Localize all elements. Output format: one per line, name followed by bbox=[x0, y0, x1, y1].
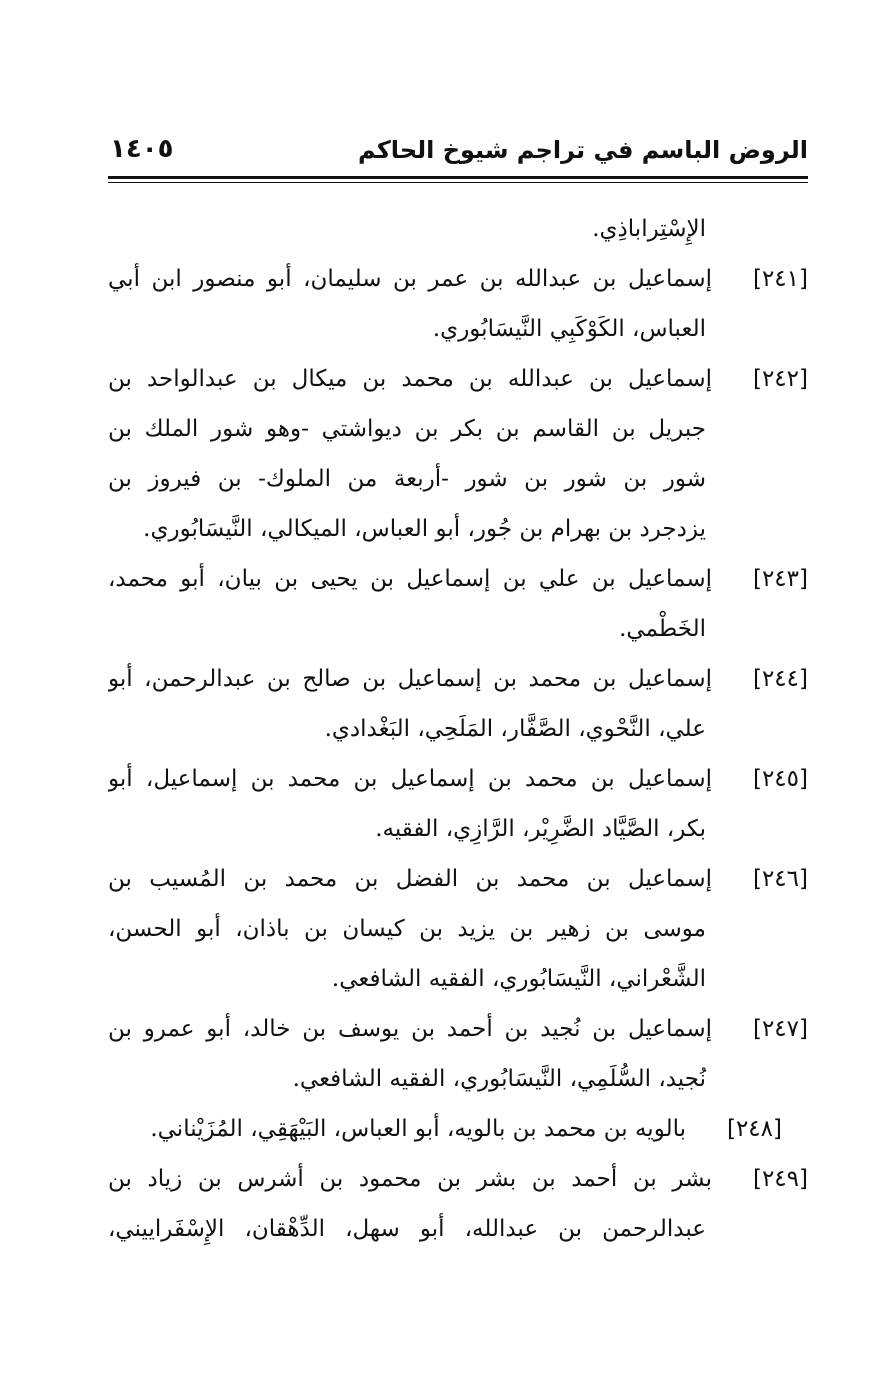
entry-number: [٢٤٤] bbox=[752, 666, 808, 692]
text-line bbox=[108, 1204, 808, 1254]
text-line bbox=[108, 654, 808, 704]
entry-text: إسماعيل بن علي بن إسماعيل بن يحيى بن بيان، أبو محمد، bbox=[108, 566, 712, 592]
text-line bbox=[108, 354, 808, 404]
text-line bbox=[108, 754, 808, 804]
continuation-text: نُجيد، السُّلَمِي، النَّيسَابُوري، الفقيه الشافعي. bbox=[292, 1066, 706, 1092]
continuation-text: الإِسْتِراباذِي. bbox=[592, 216, 706, 242]
continuation-text: جبريل بن القاسم بن بكر بن ديواشتي -وهو شور الملك بن bbox=[108, 416, 706, 442]
text-line bbox=[108, 854, 808, 904]
text-line bbox=[108, 1104, 808, 1154]
continuation-text: بكر، الصَّيَّاد الضَّرِيْر، الرَّازِي، الفقيه. bbox=[375, 816, 706, 842]
entry-text: بشر بن أحمد بن بشر بن محمود بن أشرس بن زياد بن bbox=[108, 1166, 712, 1192]
text-line bbox=[108, 1004, 808, 1054]
entry-number: [٢٤٢] bbox=[752, 366, 808, 392]
text-line bbox=[108, 954, 808, 1004]
entry-text: إسماعيل بن محمد بن الفضل بن محمد بن المُسيب بن bbox=[108, 866, 712, 892]
entry-number: [٢٤٩] bbox=[752, 1166, 808, 1192]
entry-number: [٢٤٧] bbox=[752, 1016, 808, 1042]
continuation-text: عبدالرحمن بن عبدالله، أبو سهل، الدِّهْقان، الإِسْفَراييني، bbox=[108, 1216, 706, 1242]
continuation-text: الخَطْمي. bbox=[619, 616, 706, 642]
entry-text: إسماعيل بن عبدالله بن محمد بن ميكال بن عبدالواحد بن bbox=[108, 366, 712, 392]
text-line bbox=[108, 604, 808, 654]
text-line bbox=[108, 1154, 808, 1204]
text-line bbox=[108, 804, 808, 854]
page-number: ١٤٠٥ bbox=[110, 134, 174, 164]
text-line bbox=[108, 304, 808, 354]
entry-number: [٢٤٣] bbox=[752, 566, 808, 592]
text-line bbox=[108, 254, 808, 304]
entry-number: [٢٤٥] bbox=[752, 766, 808, 792]
continuation-text: الشَّعْراني، النَّيسَابُوري، الفقيه الشافعي. bbox=[331, 966, 706, 992]
text-line bbox=[108, 704, 808, 754]
continuation-text: العباس، الكَوْكَبِي النَّيسَابُوري. bbox=[432, 316, 706, 342]
text-line bbox=[108, 404, 808, 454]
text-line bbox=[108, 904, 808, 954]
entry-text: إسماعيل بن محمد بن إسماعيل بن صالح بن عبدالرحمن، أبو bbox=[108, 666, 712, 692]
header-rule-thick bbox=[108, 176, 808, 179]
text-line bbox=[108, 204, 808, 254]
text-line bbox=[108, 504, 808, 554]
continuation-text: يزدجرد بن بهرام بن جُور، أبو العباس، الميكالي، النَّيسَابُوري. bbox=[143, 516, 706, 542]
body-text bbox=[108, 204, 808, 1254]
continuation-text: علي، النَّحْوي، الصَّفَّار، المَلَحِي، البَغْدادي. bbox=[324, 716, 706, 742]
entry-text: بالويه بن محمد بن بالويه، أبو العباس، البَيْهَقِي، المُزَيْناني. bbox=[150, 1116, 686, 1142]
running-title: الروض الباسم في تراجم شيوخ الحاكم bbox=[358, 136, 808, 164]
continuation-text: شور بن شور بن شور -أربعة من الملوك- بن فيروز بن bbox=[108, 466, 706, 492]
entry-text: إسماعيل بن عبدالله بن عمر بن سليمان، أبو منصور ابن أبي bbox=[108, 266, 712, 292]
text-line bbox=[108, 1054, 808, 1104]
entry-number: [٢٤١] bbox=[752, 266, 808, 292]
entry-text: إسماعيل بن نُجيد بن أحمد بن يوسف بن خالد، أبو عمرو بن bbox=[108, 1016, 712, 1042]
entry-text: إسماعيل بن محمد بن إسماعيل بن محمد بن إسماعيل، أبو bbox=[108, 766, 712, 792]
entry-number: [٢٤٨] bbox=[726, 1116, 782, 1142]
entry-number: [٢٤٦] bbox=[752, 866, 808, 892]
page-header bbox=[108, 128, 808, 172]
text-line bbox=[108, 554, 808, 604]
header-rule-thin bbox=[108, 182, 808, 183]
text-line bbox=[108, 454, 808, 504]
continuation-text: موسى بن زهير بن يزيد بن كيسان بن باذان، أبو الحسن، bbox=[108, 916, 706, 942]
